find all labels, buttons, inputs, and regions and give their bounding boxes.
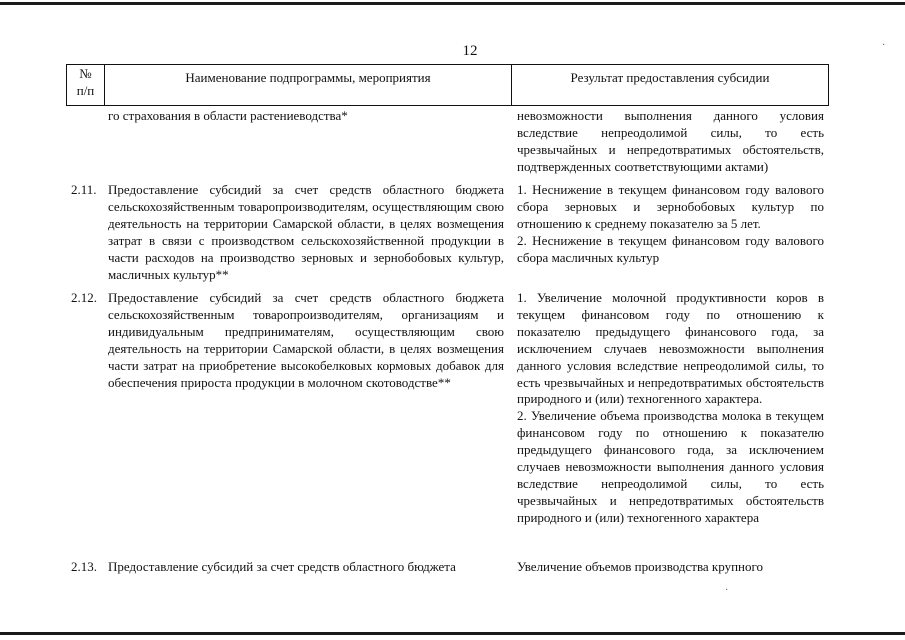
row-result <box>517 290 824 527</box>
scan-speck: · <box>725 585 729 596</box>
row-name: Предоставление субсидий за счет средств областного бюджета сельскохозяйственным товаропроизводителям, организациям и индивидуальным предпринимателям, осуществляющим свою деятельность на территории Самарской области, в целях возмещения части затрат на приобретение высокобелковых кормовых добавок для обеспечения прироста продукции в молочном скотоводстве** <box>108 290 504 390</box>
continuation-name: го страхования в области растениеводства* <box>108 108 348 123</box>
row-number: 2.13. <box>71 559 97 574</box>
row-number: 2.12. <box>71 290 97 305</box>
row-name: Предоставление субсидий за счет средств областного бюджета сельскохозяйственным товаропроизводителям, осуществляющим свою деятельность на территории Самарской области, в целях возмещения затрат в связи с производством сельскохозяйственной продукции в части расходов на производство зерновых и зернобобовых культур, масличных культур** <box>108 182 504 282</box>
row-number: 2.11. <box>71 182 97 197</box>
continuation-result: невозможности выполнения данного условия вследствие непреодолимой силы, то есть чрезвычайных и непредотвратимых обстоятельств, подтвержденных соответствующими актами) <box>517 108 824 174</box>
header-name: Наименование подпрограммы, мероприятия <box>105 65 512 106</box>
header-number <box>67 65 105 106</box>
page-number: 12 <box>462 43 478 59</box>
result-item: 2. Неснижение в текущем финансовом году валового сбора масличных культур <box>517 232 824 265</box>
row-name: Предоставление субсидий за счет средств областного бюджета <box>108 559 456 574</box>
result-item: 1. Увеличение молочной продуктивности коров в текущем финансовом году по отношению к показателю предыдущего финансового года, за исключением случаев невозможности выполнения данного условия вследствие непреодолимой силы, то есть чрезвычайных и непредотвратимых обстоятельств природного и (или) техногенного характера. <box>517 290 824 407</box>
header-number-label: № п/п <box>76 66 95 98</box>
row-result <box>517 182 824 267</box>
scan-top-border <box>0 2 905 5</box>
result-item: 1. Неснижение в текущем финансовом году валового сбора зерновых и зернобобовых культур по отношению к среднему показателю за 5 лет. <box>517 182 824 231</box>
scan-bottom-border <box>0 632 905 635</box>
result-item: 2. Увеличение объема производства молока в текущем финансовом году по отношению к показателю предыдущего финансового года, за исключением случаев невозможности выполнения данного условия вследствие непреодолимой силы, то есть чрезвычайных и непредотвратимых обстоятельств природного и (или) техногенного характера <box>517 408 824 525</box>
row-result: Увеличение объемов производства крупного <box>517 559 763 574</box>
scan-speck: · <box>882 40 886 51</box>
header-result: Результат предоставления субсидии <box>512 65 829 106</box>
table-header <box>66 64 829 106</box>
